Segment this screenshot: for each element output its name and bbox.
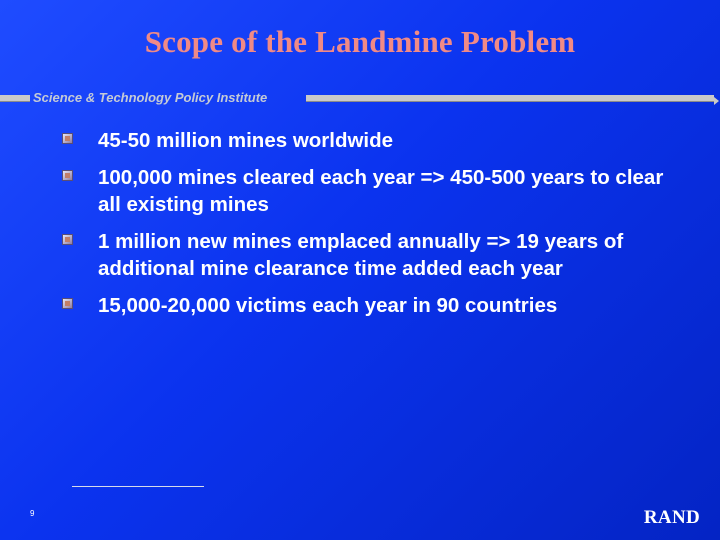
rand-logo: RAND — [643, 507, 700, 528]
bullet-text: 100,000 mines cleared each year => 450-500 years to clear all existing mines — [98, 166, 664, 216]
square-bullet-icon — [62, 133, 73, 144]
bullet-item — [62, 127, 682, 154]
footnote-divider — [72, 486, 204, 487]
bullet-item — [62, 292, 682, 319]
bullet-item — [62, 164, 682, 218]
bullet-text: 45-50 million mines worldwide — [98, 129, 394, 152]
square-bullet-icon — [62, 170, 73, 181]
subtitle-text: Science & Technology Policy Institute — [33, 90, 268, 105]
subtitle-rule-left — [0, 95, 30, 102]
bullet-list — [62, 127, 682, 329]
bullet-text: 1 million new mines emplaced annually => 19 years of additional mine clearance time added each year — [98, 230, 624, 280]
subtitle-bar — [0, 90, 720, 108]
page-number: 9 — [30, 509, 35, 518]
bullet-item — [62, 228, 682, 282]
subtitle-rule-right — [306, 95, 714, 102]
slide-title: Scope of the Landmine Problem — [144, 24, 576, 59]
square-bullet-icon — [62, 234, 73, 245]
bullet-text: 15,000-20,000 victims each year in 90 countries — [98, 294, 558, 317]
square-bullet-icon — [62, 298, 73, 309]
